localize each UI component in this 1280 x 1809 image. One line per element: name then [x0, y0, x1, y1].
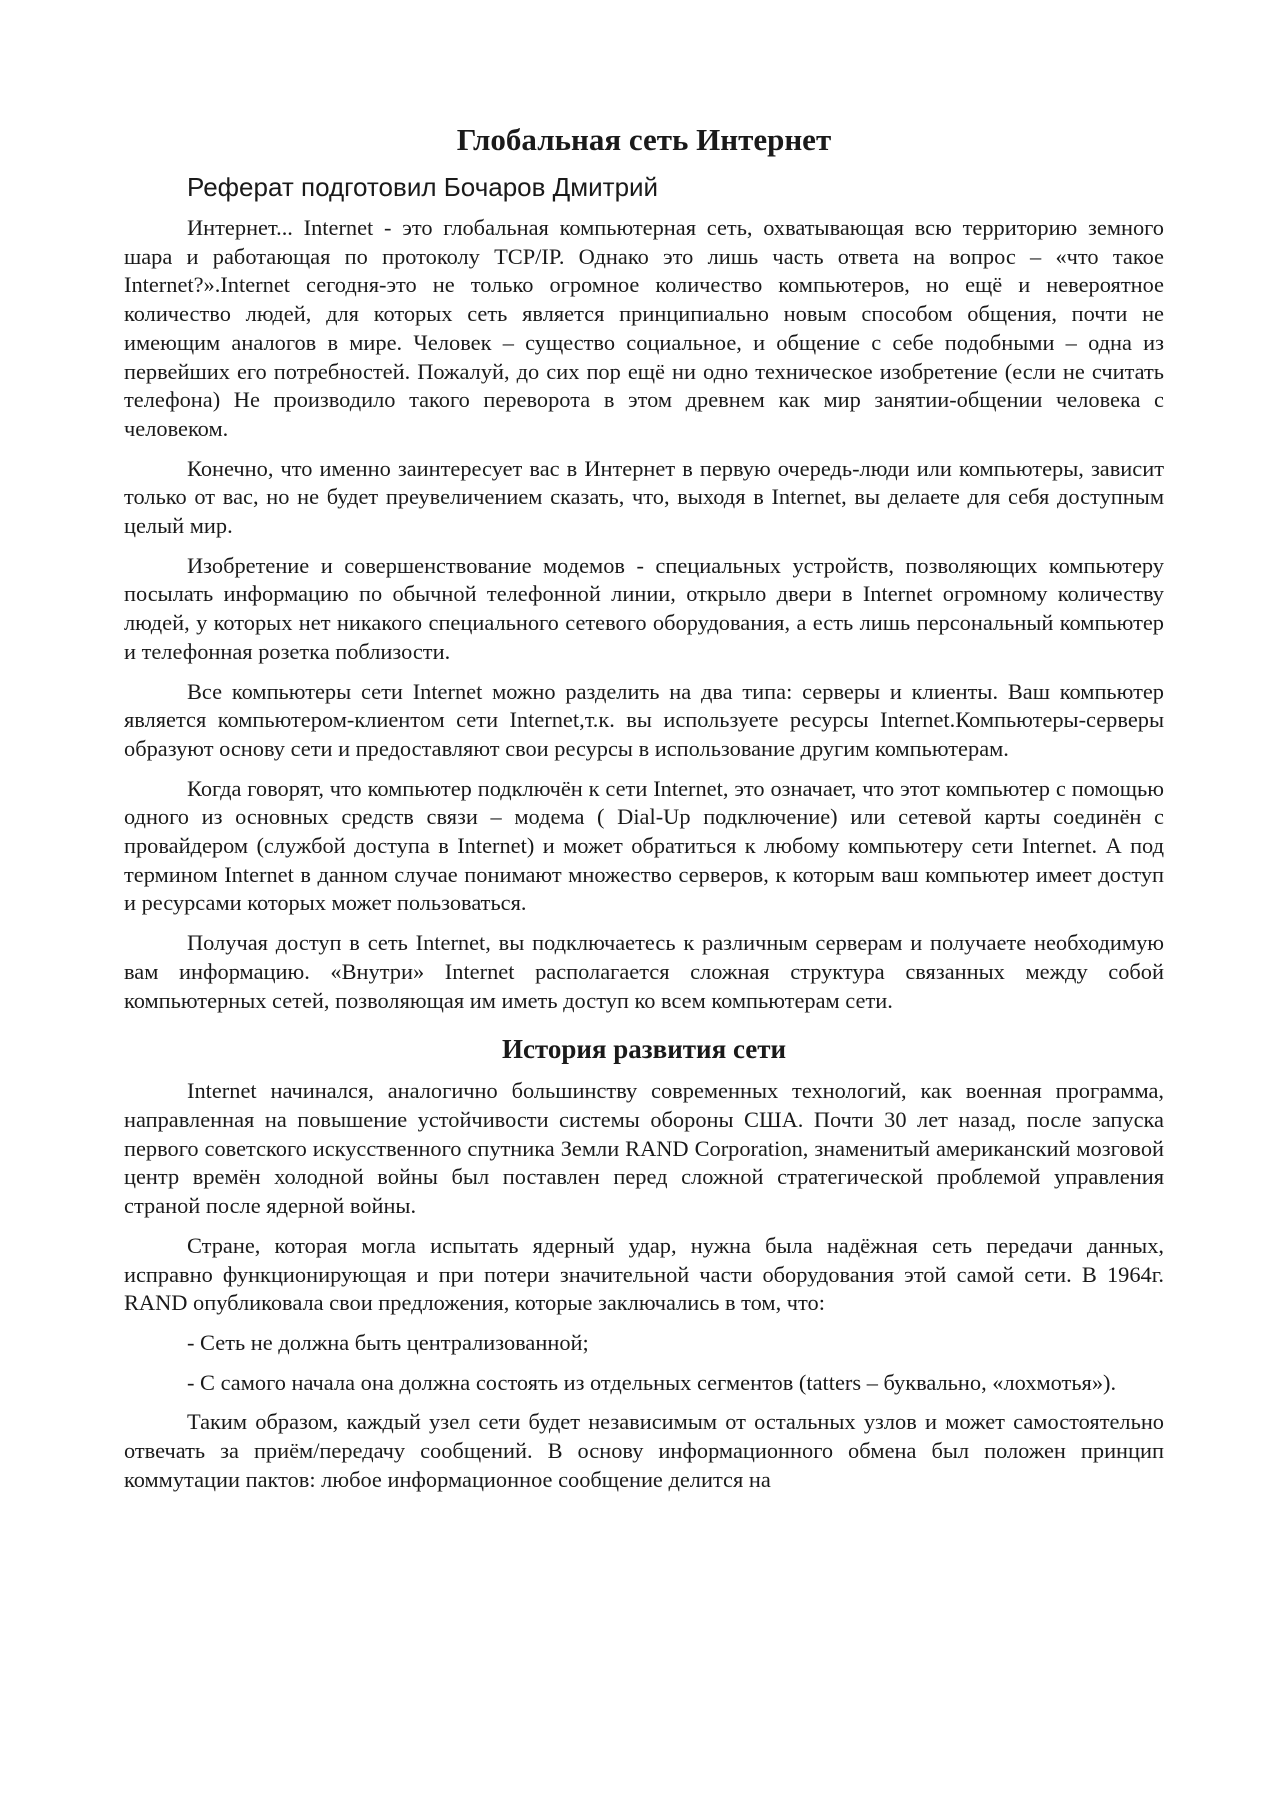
- list-item: - С самого начала она должна состоять из отдельных сегментов (tatters – буквально, «лохмотья»).: [187, 1369, 1117, 1395]
- paragraph: Изобретение и совершенствование модемов - специальных устройств, позволяющих компьютеру посылать информацию по обычной телефонной линии, открыло двери в Internet огромному количеству людей, у которых нет никакого специального сетевого оборудования, а есть лишь персональный компьютер и телефонная розетка поблизости.: [124, 552, 1164, 664]
- paragraph: Конечно, что именно заинтересует вас в Интернет в первую очередь-люди или компьютеры, зависит только от вас, но не будет преувеличением сказать, что, выходя в Internet, вы делаете для себя доступным целый мир.: [124, 455, 1164, 539]
- list-item: - Сеть не должна быть централизованной;: [187, 1329, 589, 1355]
- document-title: Глобальная сеть Интернет: [456, 122, 832, 157]
- section-heading: История развития сети: [501, 1034, 787, 1065]
- paragraph: Получая доступ в сеть Internet, вы подключаетесь к различным серверам и получаете необходимую вам информацию. «Внутри» Internet располагается сложная структура связанных между собой компьютерных сетей, позволяющая им иметь доступ ко всем компьютерам сети.: [124, 930, 1164, 1013]
- document-subtitle: Реферат подготовил Бочаров Дмитрий: [187, 172, 659, 202]
- paragraph: Когда говорят, что компьютер подключён к сети Internet, это означает, что этот компьютер с помощью одного из основных средств связи – модема ( Dial-Up подключение) или сетевой карты соединён с провайдером (службой доступа в Internet) и может обратиться к любому компьютеру сети Internet. А под термином Internet в данном случае понимают множество серверов, к которым ваш компьютер имеет доступ и ресурсами которых может пользоваться.: [124, 775, 1164, 916]
- paragraph: Таким образом, каждый узел сети будет независимым от остальных узлов и может самостоятельно отвечать за приём/передачу сообщений. В основу информационного обмена был положен принцип коммутации пактов: любое информационное сообщение делится на: [124, 1409, 1164, 1492]
- document-page: [124, 120, 1164, 1505]
- section-intro: [124, 214, 1164, 1015]
- section-history: [124, 1077, 1164, 1494]
- paragraph: Internet начинался, аналогично большинству современных технологий, как военная программа, направленная на повышение устойчивости системы обороны США. Почти 30 лет назад, после запуска первого советского искусственного спутника Земли RAND Corporation, знаменитый американский мозговой центр времён холодной войны был поставлен перед сложной стратегической проблемой управления страной после ядерной войны.: [124, 1078, 1164, 1219]
- paragraph: Стране, которая могла испытать ядерный удар, нужна была надёжная сеть передачи данных, исправно функционирующая и при потери значительной части оборудования этой самой сети. В 1964г. RAND опубликовала свои предложения, которые заключались в том, что:: [124, 1232, 1164, 1316]
- paragraph: Все компьютеры сети Internet можно разделить на два типа: серверы и клиенты. Ваш компьютер является компьютером-клиентом сети Internet,т.к. вы используете ресурсы Internet.Компьютеры-серверы образуют основу сети и предоставляют свои ресурсы в использование другим компьютерам.: [124, 678, 1164, 761]
- paragraph: Интернет... Internet - это глобальная компьютерная сеть, охватывающая всю территорию земного шара и работающая по протоколу TCP/IP. Однако это лишь часть ответа на вопрос – «что такое Internet?».Internet сегодня-это не только огромное количество компьютеров, но ещё и невероятное количество людей, для которых сеть является принципиально новым способом общения, почти не имеющим аналогов в мире. Человек – существо социальное, и общение с себе подобными – одна из первейших его потребностей. Пожалуй, до сих пор ещё ни одно техническое изобретение (если не считать телефона) Не производило такого переворота в этом древнем как мир занятии-общении человека с человеком.: [124, 215, 1164, 441]
